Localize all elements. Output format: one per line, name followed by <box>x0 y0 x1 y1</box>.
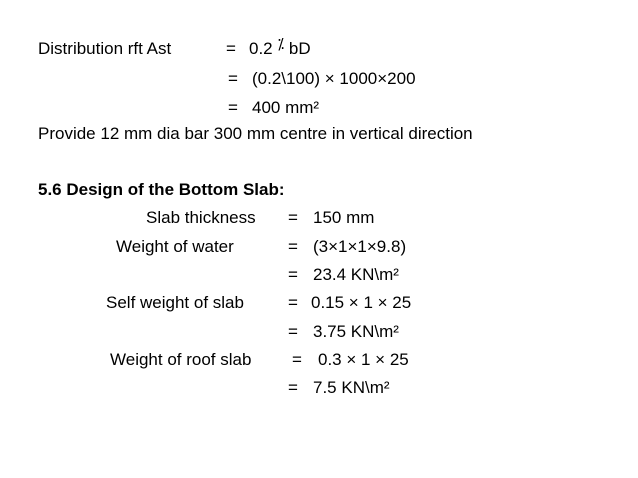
equals-sign: = <box>226 39 236 58</box>
equals-sign: = <box>288 237 298 256</box>
row-value: 0.3 × 1 × 25 <box>318 350 409 369</box>
row-value: 3.75 KN\m² <box>313 322 399 341</box>
equals-sign: = <box>288 265 298 284</box>
percent-symbol: ⁒ <box>277 36 285 53</box>
row-value: 150 mm <box>313 208 375 227</box>
value-number: 0.2 <box>249 39 273 58</box>
equals-sign: = <box>292 350 302 369</box>
row-label: Weight of water <box>116 237 234 256</box>
equals-sign: = <box>288 322 298 341</box>
row-value: 0.15 × 1 × 25 <box>311 293 412 312</box>
distribution-value-2: (0.2\100) × 1000×200 <box>252 69 416 88</box>
row-label: Slab thickness <box>146 208 256 227</box>
row-value: (3×1×1×9.8) <box>313 237 407 256</box>
equals-sign: = <box>288 208 298 227</box>
equals-sign: = <box>288 378 298 397</box>
distribution-label: Distribution rft Ast <box>38 39 172 58</box>
row-value: 23.4 KN\m² <box>313 265 399 284</box>
section-heading: 5.6 Design of the Bottom Slab: <box>38 180 285 199</box>
equals-sign: = <box>228 69 238 88</box>
row-label: Self weight of slab <box>106 293 244 312</box>
equals-sign: = <box>228 98 238 117</box>
provide-text: Provide 12 mm dia bar 300 mm centre in vertical direction <box>38 124 473 143</box>
distribution-value-3: 400 mm² <box>252 98 320 117</box>
equals-sign: = <box>288 293 298 312</box>
row-value: 7.5 KN\m² <box>313 378 390 397</box>
value-unit: bD <box>288 39 311 58</box>
distribution-value-1 <box>249 36 311 60</box>
row-label: Weight of roof slab <box>110 350 252 369</box>
